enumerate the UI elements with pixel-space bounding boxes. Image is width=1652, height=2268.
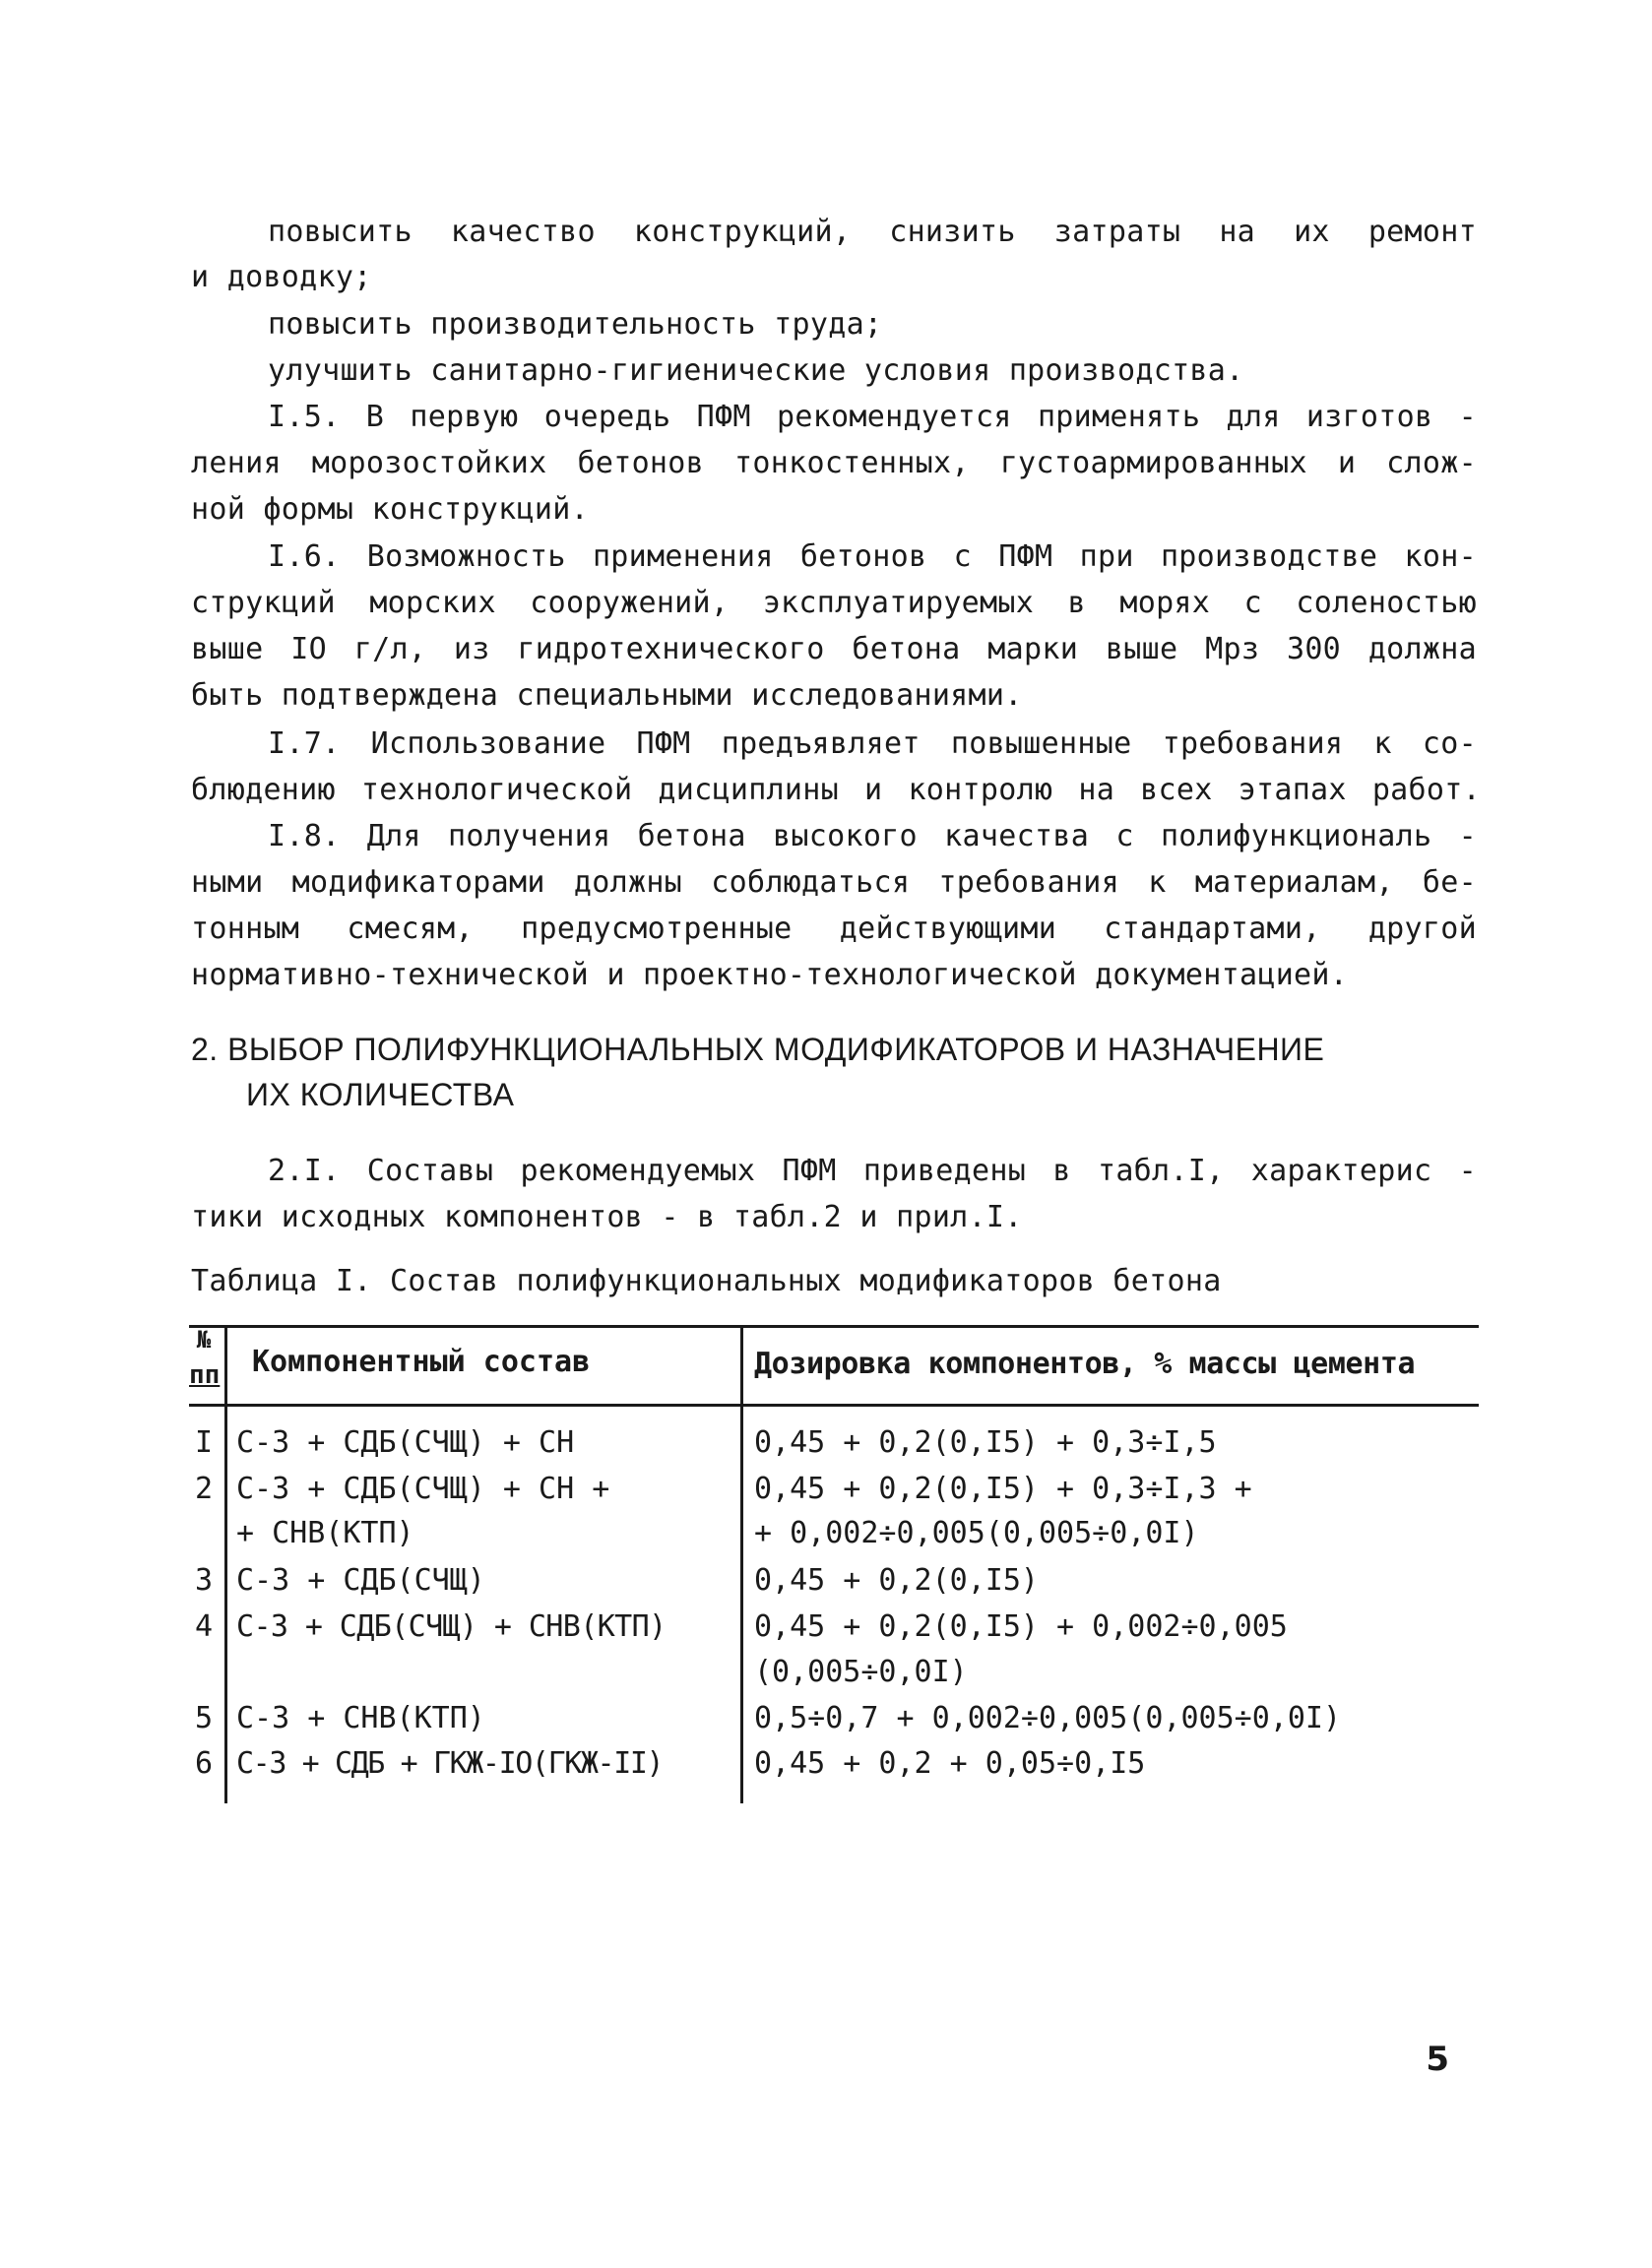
- row-composition-cont: + СНВ(КТП): [236, 1516, 414, 1550]
- body-line: улучшить санитарно-гигиенические условия производства.: [268, 353, 1244, 388]
- body-line: I.6. Возможность применения бетонов с ПФМ при производстве кон-: [268, 539, 1477, 574]
- row-dosage: 0,45 + 0,2(0,I5) + 0,3÷I,5: [754, 1425, 1217, 1460]
- body-line: тонным смесям, предусмотренные действующими стандартами, другой: [191, 912, 1477, 946]
- row-composition: С-3 + СДБ + ГКЖ-IO(ГКЖ-II): [236, 1746, 664, 1781]
- header-composition: Компонентный состав: [252, 1345, 591, 1379]
- table-column-rule: [224, 1325, 227, 1803]
- table-header-rule: [189, 1404, 1479, 1407]
- section-heading-continued: ИХ КОЛИЧЕСТВА: [246, 1077, 515, 1112]
- page-number: 5: [1426, 2040, 1449, 2079]
- body-line: струкций морских сооружений, эксплуатируемых в морях с соленостью: [191, 586, 1477, 620]
- table-column-rule: [740, 1325, 743, 1803]
- row-number: 5: [194, 1701, 214, 1735]
- row-dosage: 0,45 + 0,2(0,I5): [754, 1563, 1039, 1598]
- body-line: блюдению технологической дисциплины и контролю на всех этапах работ.: [191, 773, 1481, 807]
- row-dosage: 0,45 + 0,2(0,I5) + 0,3÷I,3 +: [754, 1472, 1252, 1506]
- header-num-top: №: [196, 1326, 212, 1354]
- composition-table: [189, 1325, 1479, 1837]
- body-line: выше IO г/л, из гидротехнического бетона марки выше Мрз 300 должна: [191, 632, 1477, 666]
- body-line: и доводку;: [191, 260, 372, 294]
- row-dosage: 0,45 + 0,2(0,I5) + 0,002÷0,005: [754, 1609, 1288, 1644]
- header-dosage: Дозировка компонентов, % массы цемента: [754, 1347, 1416, 1381]
- row-dosage-cont: (0,005÷0,0I): [754, 1655, 968, 1689]
- header-num-bottom: пп: [189, 1360, 221, 1390]
- body-line: ными модификаторами должны соблюдаться требования к материалам, бе-: [191, 865, 1477, 900]
- body-line: I.8. Для получения бетона высокого качества с полифункциональ -: [268, 819, 1477, 853]
- row-number: I: [194, 1425, 214, 1460]
- row-number: 2: [194, 1472, 214, 1506]
- row-dosage-cont: + 0,002÷0,005(0,005÷0,0I): [754, 1516, 1199, 1550]
- row-dosage: 0,5÷0,7 + 0,002÷0,005(0,005÷0,0I): [754, 1701, 1342, 1735]
- row-number: 3: [194, 1563, 214, 1598]
- body-line: повысить качество конструкций, снизить затраты на их ремонт: [268, 215, 1477, 249]
- table-top-rule: [189, 1325, 1479, 1328]
- body-line: ления морозостойких бетонов тонкостенных, густоармированных и слож-: [191, 446, 1477, 480]
- row-composition: С-3 + СДБ(СЧЩ) + СНВ(КТП): [236, 1609, 667, 1644]
- table-caption: Таблица I. Состав полифункциональных модификаторов бетона: [191, 1264, 1222, 1298]
- body-line: I.5. В первую очередь ПФМ рекомендуется применять для изготов -: [268, 400, 1477, 434]
- row-composition: С-3 + СДБ(СЧЩ): [236, 1563, 485, 1598]
- row-dosage: 0,45 + 0,2 + 0,05÷0,I5: [754, 1746, 1146, 1781]
- body-line: I.7. Использование ПФМ предъявляет повышенные требования к со-: [268, 726, 1477, 761]
- row-number: 4: [194, 1609, 214, 1644]
- row-composition: С-3 + СДБ(СЧЩ) + СН: [236, 1425, 575, 1460]
- row-composition: С-3 + СДБ(СЧЩ) + СН +: [236, 1472, 610, 1506]
- row-composition: С-3 + СНВ(КТП): [236, 1701, 485, 1735]
- row-number: 6: [194, 1746, 214, 1781]
- section-heading: 2. ВЫБОР ПОЛИФУНКЦИОНАЛЬНЫХ МОДИФИКАТОРОВ И НАЗНАЧЕНИЕ: [191, 1032, 1325, 1067]
- body-line: нормативно-технической и проектно-технологической документацией.: [191, 958, 1349, 992]
- section-paragraph-line: 2.I. Составы рекомендуемых ПФМ приведены в табл.I, характерис -: [268, 1154, 1477, 1188]
- section-paragraph-line: тики исходных компонентов - в табл.2 и прил.I.: [191, 1200, 1023, 1234]
- body-line: быть подтверждена специальными исследованиями.: [191, 678, 1023, 713]
- body-line: повысить производительность труда;: [268, 307, 883, 342]
- body-line: ной формы конструкций.: [191, 492, 589, 527]
